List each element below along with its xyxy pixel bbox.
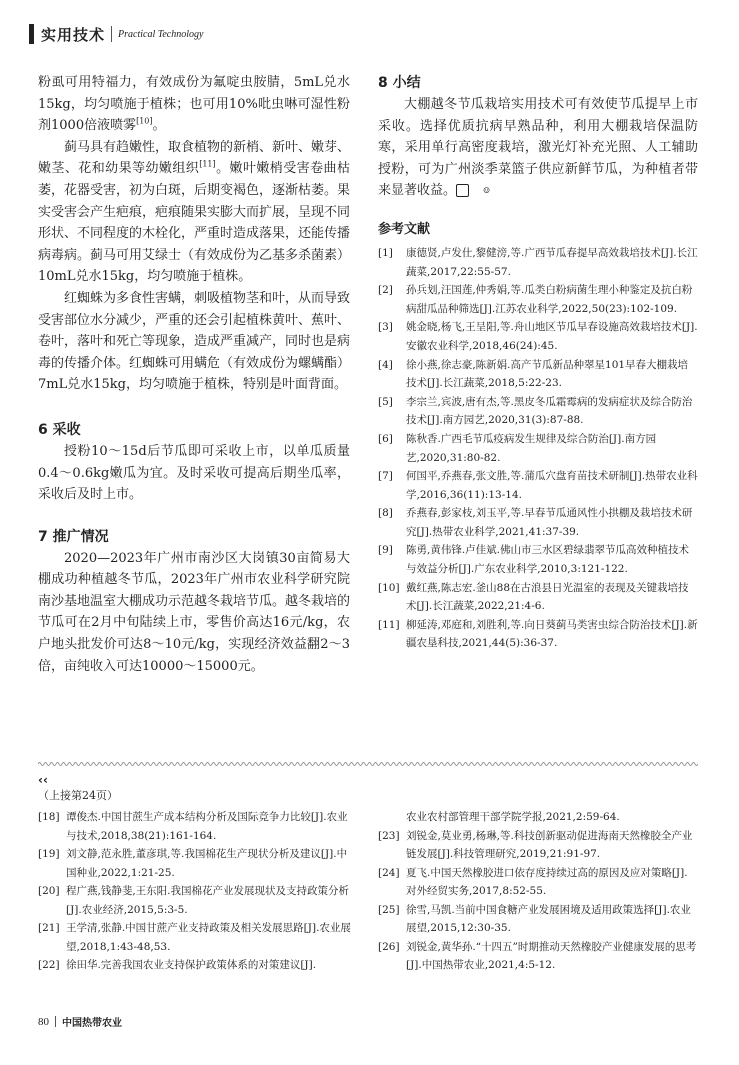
reference-item [378,244,698,281]
reference-number: [19] [38,848,60,860]
reference-number: [5] [378,395,393,408]
references-title: 参考文献 [378,221,431,237]
reference-number: [7] [378,470,393,483]
reference-item [378,504,698,541]
page-footer [38,1014,122,1029]
reference-number: [24] [378,866,400,879]
paragraph-spider-mite: 红蜘蛛为多食性害螨，刺吸植物茎和叶，从而导致受害部位水分减少，严重的还会引起植株黄叶、蕉叶、卷叶，落叶和死亡等现象，造成严重减产，同时也是病毒的传播介体。红蜘蛛可用螨危（有效成份为螺螨酯）7mL兑水15kg，均匀喷施于植株，特别是叶面背面。 [38,290,351,393]
reference-number: [10] [378,581,400,594]
header-divider [111,26,112,42]
continuation-label: （上接第24页） [38,789,118,802]
continuation-note [38,772,118,804]
reference-number: [9] [378,544,393,557]
continue-arrow-icon: ‹‹ [38,773,48,787]
reference-item [378,467,698,504]
reference-text: 程广燕,钱静斐,王东阳.我国棉花产业发展现状及支持政策分析[J].农业经济,2015,5:3-5. [66,885,350,916]
reference-text: 刘锐金,莫业勇,杨琳,等.科技创新驱动促进海南天然橡胶全产业链发展[J].科技管理研究,2019,21:91-97. [406,829,693,860]
page-header [29,22,203,46]
reference-text: 刘文静,范永胜,董彦琪,等.我国棉花生产现状分析及建议[J].中国种业,2022,1:21-25. [66,848,348,879]
reference-item [38,919,353,956]
reference-item [378,356,698,393]
reference-text: 谭俊杰.中国甘蔗生产成本结构分析及国际竞争力比较[J].农业与技术,2018,38(21):161-164. [66,811,348,842]
reference-continued: 农业农村部管理干部学院学报,2021,2:59-64. [406,811,620,823]
section-title-cn: 实用技术 [41,25,106,44]
reference-item [378,864,698,901]
reference-text: 柳延涛,邓庭和,刘胜利,等.向日葵蓟马类害虫综合防治技术[J].新疆农垦科技,2021,44(5):36-37. [406,618,698,650]
reference-text: 姚金晓,杨飞,王呈阳,等.舟山地区节瓜早春设施高效栽培技术[J].安徽农业科学,2018,46(24):45. [406,321,698,352]
reference-item [38,808,353,845]
reference-number: [8] [378,507,393,520]
reference-number: [22] [38,959,60,971]
references-list [378,244,698,653]
reference-number: [21] [38,922,60,934]
citation: [11] [199,160,216,170]
reference-text: 夏飞.中国天然橡胶进口依存度持续过高的原因及应对策略[J].对外经贸实务,2017,8:52-55. [406,866,688,897]
reference-item [38,956,353,975]
reference-number: [20] [38,885,60,897]
citation: [10] [136,116,153,126]
reference-item [378,318,698,355]
reference-item [378,579,698,616]
reference-number: [18] [38,811,60,823]
page-number: 80 [38,1015,49,1028]
section-divider [38,760,698,768]
left-column [38,72,350,677]
reference-text: 何国平,乔燕春,张文胜,等.蒲瓜穴盘育苗技术研制[J].热带农业科学,2016,36(11):13-14. [406,470,698,501]
reference-number: [26] [378,940,400,953]
right-column [378,72,698,653]
reference-item [378,281,698,318]
reference-text: 康德贤,卢发仕,黎健滂,等.广西节瓜春提早高效栽培技术[J].长江蔬菜,2017,22:55-57. [406,246,698,278]
bottom-references-right [378,808,698,975]
reference-item [378,827,698,864]
reference-item [378,541,698,578]
header-bar [29,24,34,44]
reference-item [378,938,698,975]
reference-number: [3] [378,321,393,334]
paragraph-thrips: 蓟马具有趋嫩性，取食植物的新梢、新叶、嫩芽、嫩茎、花和幼果等幼嫩组织[11]。嫩叶嫩梢受害卷曲枯萎，花器受害，初为白斑，后期变褐色，逐渐枯萎。果实受害会产生疤痕，疤痕随果实膨大而扩展，呈现不同形状、不同程度的木栓化，严重时造成落果，还能传播病毒病。蓟马可用艾绿士（有效成份为乙基多杀菌素）10mL兑水15kg，均匀喷施于植株。 [38,139,351,285]
reference-text: 徐小燕,徐志豪,陈新娟.高产节瓜新品种翠星101早春大棚栽培技术[J].长江蔬菜,2018,5:22-23. [406,358,689,390]
reference-text: 孙兵划,汪国莲,仲秀娟,等.瓜类白粉病菌生理小种鉴定及抗白粉病甜瓜品种筛选[J].江苏农业科学,2022,50(23):102-109. [406,284,693,315]
journal-name: 中国热带农业 [62,1018,122,1029]
reference-text: 王学清,张静.中国甘蔗产业支持政策及相关发展思路[J].农业展望,2018,1:43-48,53. [66,922,351,953]
heading-summary: 8 小结 [378,75,421,91]
reference-item [38,845,353,882]
heading-harvest: 6 采收 [38,421,81,438]
paragraph-whitefly: 粉虱可用特福力，有效成份为氟啶虫胺腈，5mL兑水15kg，均匀喷施于植株；也可用10%吡虫啉可湿性粉剂1000倍液喷雾[10]。 [38,75,350,134]
reference-item [378,393,698,430]
section-title-en: Practical Technology [118,28,204,40]
reference-text: 乔燕春,彭家枝,刘玉平,等.早春节瓜通风性小拱棚及栽培技术研究[J].热带农业科学,2021,41:37-39. [406,507,693,538]
reference-number: [11] [378,618,400,631]
reference-item [378,430,698,467]
reference-item [378,616,698,653]
reference-number: [2] [378,284,393,297]
reference-text: 陈秋香.广西毛节瓜疫病发生规律及综合防治[J].南方园艺,2020,31:80-82. [406,432,657,464]
paragraph-promotion: 2020—2023年广州市南沙区大岗镇30亩简易大棚成功种植越冬节瓜，2023年广州市农业科学研究院南沙基地温室大棚成功示范越冬栽培节瓜。越冬栽培的节瓜可在2月中旬陆续上市，零售价高达16元/kg，农户地头批发价可达8～10元/kg，实现经济效益翻2～3倍，亩纯收入可达10000～15000元。 [38,550,351,674]
bottom-references-left [38,808,353,975]
reference-text: 刘锐金,黄华孙.“十四五”时期推动天然橡胶产业健康发展的思考[J].中国热带农业,2021,4:5-12. [406,940,697,971]
reference-text: 陈勇,黄伟锋.卢佳斌.佛山市三水区碧绿翡翠节瓜高效种植技术与效益分析[J].广东农业科学,2010,3:121-122. [406,544,690,576]
reference-item [38,882,353,919]
reference-number: [23] [378,829,400,842]
reference-text: 戴红燕,陈志宏.釜山88在古浪县日光温室的表现及关键栽培技术[J].长江蔬菜,2022,21:4-6. [406,581,689,613]
end-mark-icon: ☺ [456,184,469,197]
reference-text: 李宗兰,宾波,唐有杰,等.黑皮冬瓜霜霉病的发病症状及综合防治技术[J].南方园艺,2020,31(3):87-88. [406,395,693,427]
reference-number: [1] [378,246,393,259]
reference-number: [6] [378,432,393,445]
reference-text: 徐田华.完善我国农业支持保护政策体系的对策建议[J]. [66,959,317,971]
reference-number: [4] [378,358,393,371]
reference-text: 徐雪,马凯.当前中国食糖产业发展困境及适用政策选择[J].农业展望,2015,12:30-35. [406,903,691,934]
heading-promotion: 7 推广情况 [38,528,109,545]
reference-number: [25] [378,903,400,916]
paragraph-summary: 大棚越冬节瓜栽培实用技术可有效使节瓜提早上市采收。选择优质抗病早熟品种，利用大棚栽培保温防寒，采用单行高密度栽培，激光灯补充光照、人工辅助授粉，可为广州淡季菜篮子供应新鲜节瓜，为种植者带来显著收益。 ☺ [378,97,698,199]
reference-item [378,901,698,938]
paragraph-harvest: 授粉10～15d后节瓜即可采收上市，以单瓜质量0.4～0.6kg嫩瓜为宜。及时采收可提高后期坐瓜率，采收后及时上市。 [38,443,350,503]
